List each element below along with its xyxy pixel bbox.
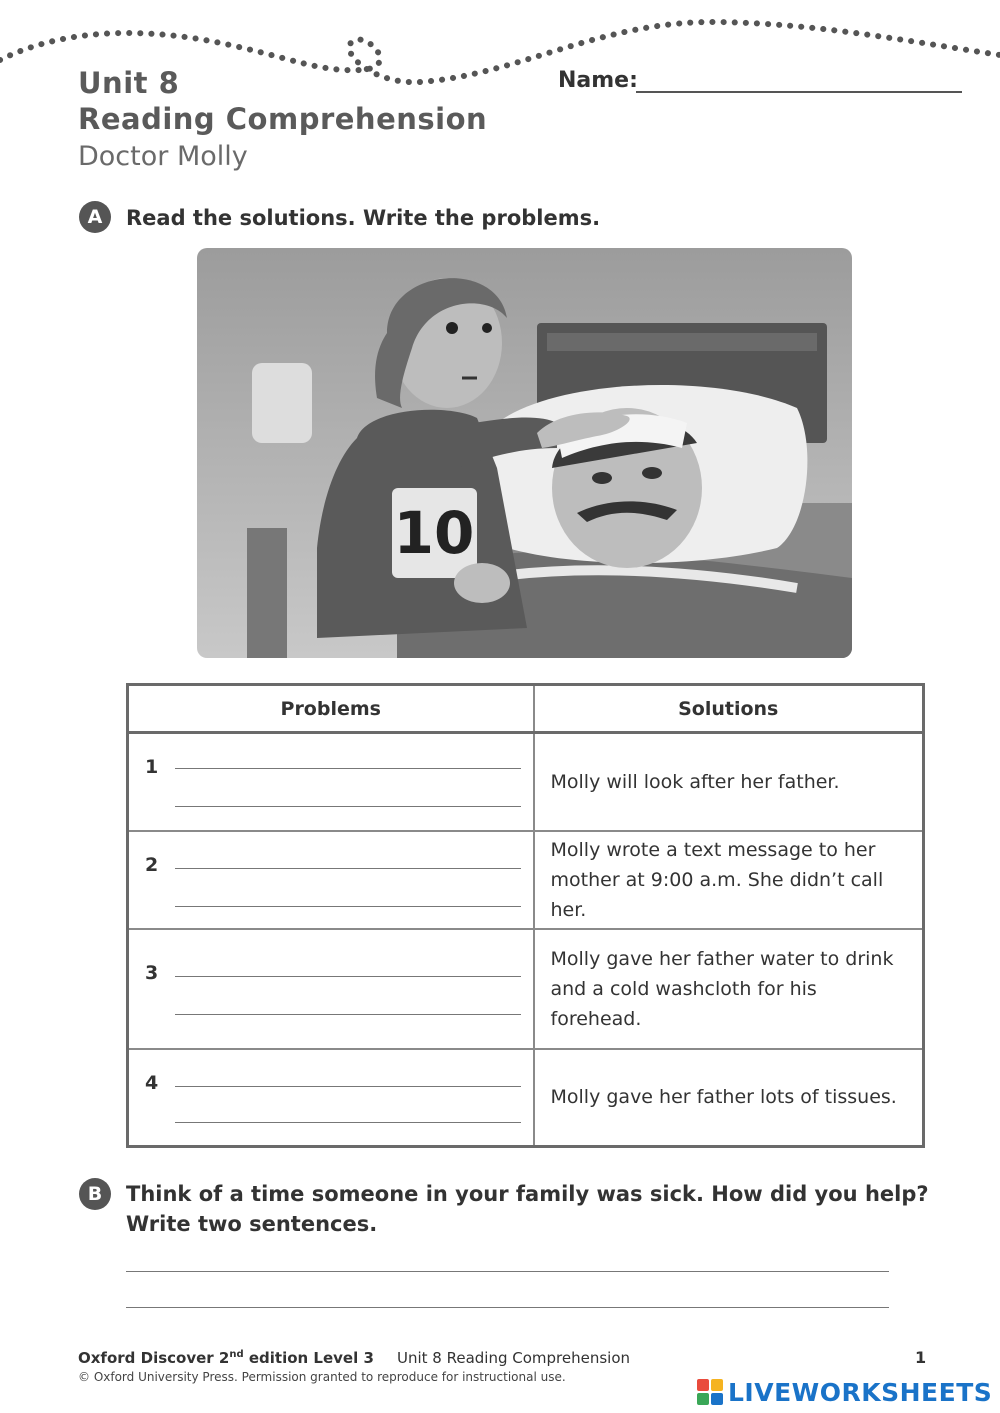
section-b-badge: B: [79, 1178, 111, 1210]
page-title: Reading Comprehension: [78, 102, 488, 136]
illustration-molly-and-father: [197, 248, 852, 658]
footer-book-sup: nd: [229, 1349, 244, 1360]
solution-cell: Molly gave her father lots of tissues.: [534, 1049, 924, 1147]
solution-cell: Molly will look after her father.: [534, 733, 924, 831]
table-row: [128, 733, 924, 831]
problem-cell: [128, 733, 534, 831]
problem-cell: [128, 1049, 534, 1147]
footer-book-pre: Oxford Discover 2: [78, 1349, 230, 1367]
footer-book-post: edition Level 3: [243, 1349, 374, 1367]
problem-answer-line[interactable]: [175, 1014, 521, 1015]
page-subtitle: Doctor Molly: [78, 141, 248, 172]
table-row: [128, 929, 924, 1049]
row-number: 2: [145, 853, 159, 876]
table-row: [128, 1049, 924, 1147]
solution-cell: Molly gave her father water to drink and a cold washcloth for his forehead.: [534, 929, 924, 1049]
row-number: 3: [145, 961, 159, 984]
problem-answer-line[interactable]: [175, 768, 521, 769]
solutions-header: Solutions: [534, 685, 924, 733]
problem-cell: [128, 929, 534, 1049]
liveworksheets-logo: [697, 1378, 992, 1406]
problem-answer-line[interactable]: [175, 906, 521, 907]
solution-cell: Molly wrote a text message to her mother at 9:00 a.m. She didn’t call her.: [534, 831, 924, 929]
footer-unit: Unit 8 Reading Comprehension: [397, 1349, 631, 1367]
section-b-instruction-line-1: Think of a time someone in your family was sick. How did you help?: [126, 1182, 929, 1206]
jersey-number: 10: [393, 499, 475, 567]
footer-copyright: © Oxford University Press. Permission granted to reproduce for instructional use.: [78, 1370, 566, 1384]
section-a-instruction: Read the solutions. Write the problems.: [126, 206, 601, 230]
page-number: 1: [915, 1348, 927, 1367]
problems-solutions-table: [126, 683, 925, 1148]
problem-answer-line[interactable]: [175, 1086, 521, 1087]
liveworksheets-brand: LIVEWORKSHEETS: [728, 1377, 993, 1407]
name-field[interactable]: [636, 91, 962, 93]
problem-answer-line[interactable]: [175, 868, 521, 869]
problem-answer-line[interactable]: [175, 1122, 521, 1123]
name-label: Name:: [558, 68, 638, 93]
problems-header: Problems: [128, 685, 534, 733]
problem-answer-line[interactable]: [175, 976, 521, 977]
footer-book-title: [78, 1349, 374, 1367]
row-number: 4: [145, 1071, 159, 1094]
table-row: [128, 831, 924, 929]
unit-heading: Unit 8: [78, 66, 180, 100]
sentence-answer-line[interactable]: [126, 1307, 889, 1308]
liveworksheets-icon: [697, 1379, 725, 1405]
section-b-instruction-line-2: Write two sentences.: [126, 1212, 378, 1236]
sentence-answer-line[interactable]: [126, 1271, 889, 1272]
problem-answer-line[interactable]: [175, 806, 521, 807]
section-a-badge: A: [79, 201, 111, 233]
row-number: 1: [145, 756, 159, 778]
problem-cell: [128, 831, 534, 929]
